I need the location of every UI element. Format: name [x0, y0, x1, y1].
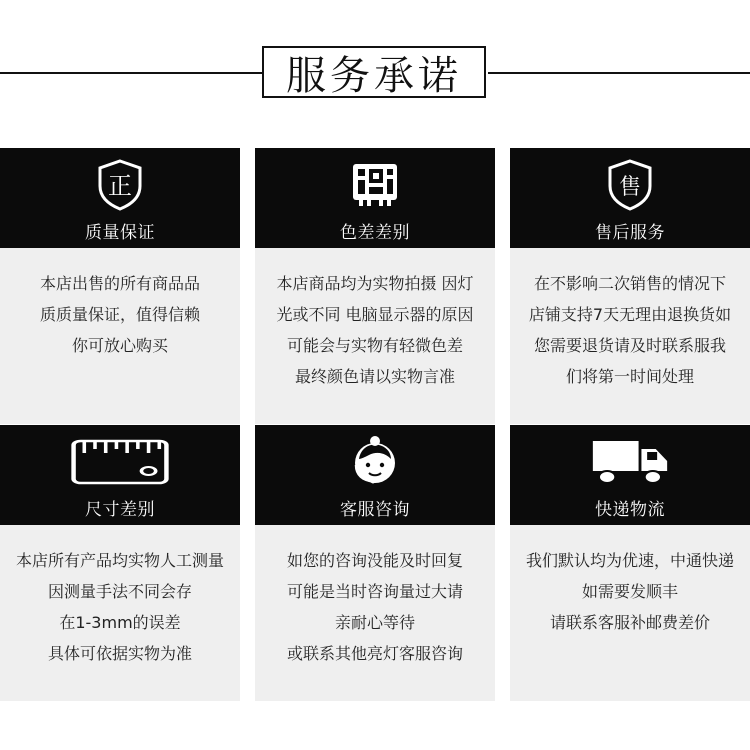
card-text-line: 如您的咨询没能及时回复	[286, 551, 463, 570]
card-text-line: 质质量保证，值得信赖	[39, 305, 200, 324]
card-after-sales	[510, 148, 750, 424]
card-label: 尺寸差别	[85, 500, 155, 520]
card-color-difference	[255, 148, 495, 424]
card-label: 色差差别	[340, 223, 410, 243]
delivery-truck-icon	[590, 433, 670, 489]
ruler-icon	[70, 433, 170, 489]
card-text-line: 最终颜色请以实物言准	[294, 367, 455, 386]
card-text-line: 您需要退货请及时联系服我	[533, 336, 726, 355]
card-header	[0, 148, 240, 248]
card-text-line: 本店出售的所有商品品	[39, 274, 200, 293]
card-label: 质量保证	[85, 223, 155, 243]
page-title: 服务承诺	[262, 46, 486, 98]
card-text-line: 请联系客服补邮费差价	[549, 613, 710, 632]
card-text-line: 光或不同 电脑显示器的原因	[276, 305, 474, 324]
card-header	[510, 425, 750, 525]
card-body	[0, 525, 240, 701]
svg-text:正: 正	[108, 172, 132, 200]
card-text-line: 在1-3mm的误差	[59, 613, 181, 632]
card-header	[0, 425, 240, 525]
card-body	[255, 248, 495, 424]
title-divider-right	[488, 72, 750, 74]
card-label: 客服咨询	[340, 500, 410, 520]
card-size-difference	[0, 425, 240, 701]
card-text-line: 你可放心购买	[71, 336, 168, 355]
card-quality-guarantee	[0, 148, 240, 424]
card-express-logistics	[510, 425, 750, 701]
card-text-line: 店铺支持7天无理由退换货如	[528, 305, 732, 324]
card-text-line: 亲耐心等待	[334, 613, 415, 632]
card-header	[255, 148, 495, 248]
card-text-line: 如需要发顺丰	[581, 582, 678, 601]
card-body	[510, 248, 750, 424]
card-customer-service	[255, 425, 495, 701]
card-text-line: 本店商品均为实物拍摄 因灯	[276, 274, 474, 293]
card-text-line: 在不影响二次销售的情况下	[533, 274, 726, 293]
card-text-line: 们将第一时间处理	[565, 367, 694, 386]
card-body	[0, 248, 240, 424]
card-text-line: 或联系其他亮灯客服咨询	[286, 644, 463, 663]
card-label: 售后服务	[595, 223, 665, 243]
card-body	[255, 525, 495, 701]
shou-shield-icon	[602, 156, 658, 212]
card-text-line: 我们默认均为优速，中通快递	[525, 551, 734, 570]
card-label: 快递物流	[595, 500, 665, 520]
card-body	[510, 525, 750, 701]
card-text-line: 因测量手法不同会存	[47, 582, 192, 601]
circuit-board-icon	[347, 156, 403, 212]
title-divider-left	[0, 72, 262, 74]
card-header	[510, 148, 750, 248]
card-text-line: 本店所有产品均实物人工测量	[15, 551, 224, 570]
card-header	[255, 425, 495, 525]
svg-text:售: 售	[618, 175, 642, 200]
headset-agent-icon	[347, 433, 403, 489]
card-text-line: 可能会与实物有轻微色差	[286, 336, 463, 355]
card-text-line: 可能是当时咨询量过大请	[286, 582, 463, 601]
card-text-line: 具体可依据实物为准	[47, 644, 192, 663]
zheng-shield-icon	[92, 156, 148, 212]
